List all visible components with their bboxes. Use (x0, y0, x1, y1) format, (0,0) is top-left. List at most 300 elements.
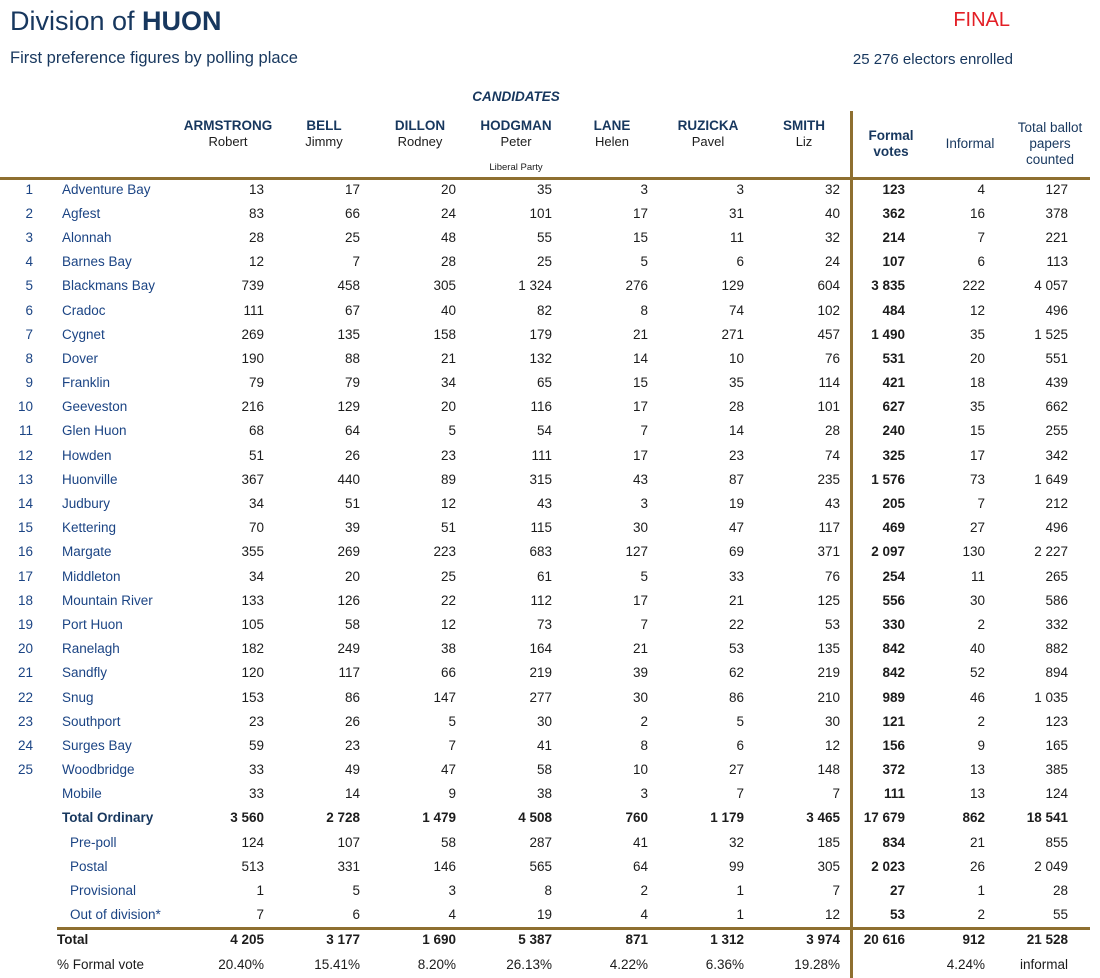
vote-count: 67 (344, 302, 360, 318)
vote-count: 41 (632, 834, 648, 850)
informal-votes: 26 (969, 858, 985, 874)
vote-count: 5 (448, 423, 456, 439)
vote-count: 117 (818, 520, 840, 536)
table-row (0, 758, 1090, 782)
vote-count: 22 (440, 592, 456, 608)
vote-count: 30 (632, 689, 648, 705)
table-row (0, 685, 1090, 709)
row-number (0, 830, 45, 854)
vote-count: 269 (241, 326, 264, 342)
informal-votes: 15 (969, 423, 985, 439)
table-row (0, 395, 1090, 419)
vote-count: 1 324 (518, 278, 552, 294)
vote-count: 2 (640, 713, 648, 729)
polling-place: Sandfly (62, 665, 108, 681)
table-row (0, 443, 1090, 467)
vote-count: 3 974 (806, 932, 840, 948)
informal-votes: 13 (969, 762, 985, 778)
total-ballots: 255 (1045, 423, 1068, 439)
summary-column-header: Informal (945, 135, 995, 151)
total-ballots: 855 (1045, 834, 1068, 850)
vote-count: 83 (248, 205, 264, 221)
row-number: 17 (17, 568, 33, 584)
table-row (0, 612, 1090, 636)
vote-count: 8 (544, 883, 552, 899)
vote-count: 89 (440, 471, 456, 487)
informal-votes: 9 (977, 737, 985, 753)
row-number (0, 903, 45, 927)
vote-count: 61 (536, 568, 552, 584)
total-ballots: 496 (1045, 302, 1068, 318)
vote-count: 30 (824, 713, 840, 729)
formal-votes: 362 (882, 205, 905, 221)
vote-count: 2 (640, 883, 648, 899)
informal-votes: 12 (969, 302, 985, 318)
total-ballots: 113 (1046, 254, 1068, 270)
vote-count: 5 (448, 713, 456, 729)
vote-count: 5 387 (518, 932, 552, 948)
row-number: 15 (17, 520, 33, 536)
polling-place: Port Huon (62, 616, 123, 632)
summary-column-header: Total ballot papers counted (1017, 119, 1083, 167)
vote-count: 26.13% (506, 957, 552, 973)
header-rule-line (0, 177, 1090, 180)
table-row (0, 637, 1090, 661)
vote-count: 1 (736, 883, 744, 899)
vote-count: 210 (817, 689, 840, 705)
vote-count: 58 (440, 834, 456, 850)
vote-count: 17 (632, 447, 648, 463)
row-number (0, 878, 45, 902)
vote-count: 20 (344, 568, 360, 584)
row-number: 7 (25, 326, 33, 342)
total-ballots: 1 035 (1034, 689, 1068, 705)
vote-count: 4 (640, 907, 648, 923)
polling-place: Woodbridge (62, 762, 135, 778)
polling-place: Dover (62, 350, 99, 366)
vote-count: 112 (530, 592, 552, 608)
informal-votes: 7 (977, 229, 985, 245)
vote-count: 65 (536, 375, 552, 391)
vote-count: 1 (736, 907, 744, 923)
row-number: 22 (17, 689, 33, 705)
polling-place: Middleton (62, 568, 121, 584)
vote-count: 76 (824, 568, 840, 584)
formal-votes: 325 (882, 447, 905, 463)
vote-count: 8 (640, 302, 648, 318)
vote-count: 66 (344, 205, 360, 221)
vote-count: 10 (728, 350, 744, 366)
vote-count: 2 728 (326, 810, 360, 826)
vote-count: 25 (536, 254, 552, 270)
table-row (0, 927, 1090, 953)
vote-count: 15 (632, 375, 648, 391)
informal-votes: 17 (969, 447, 985, 463)
vote-count: 565 (529, 858, 552, 874)
formal-votes: 111 (883, 786, 905, 802)
formal-votes: 1 490 (871, 326, 905, 342)
vote-count: 3 (640, 181, 648, 197)
vote-count: 32 (728, 834, 744, 850)
vote-count: 68 (248, 423, 264, 439)
polling-place: Franklin (62, 375, 111, 391)
vote-count: 5 (640, 254, 648, 270)
vote-count: 8.20% (417, 957, 456, 973)
candidate-column-header (756, 110, 852, 177)
formal-votes: 254 (882, 568, 905, 584)
vote-count: 107 (337, 834, 360, 850)
vote-count: 35 (536, 181, 552, 197)
vote-count: 249 (337, 641, 360, 657)
vote-count: 19 (536, 907, 552, 923)
vote-count: 132 (529, 350, 552, 366)
vote-count: 117 (338, 665, 360, 681)
vote-count: 24 (440, 205, 456, 221)
row-number: 10 (17, 399, 33, 415)
total-ballots: 882 (1045, 641, 1068, 657)
vote-count: 28 (440, 254, 456, 270)
vote-count: 47 (440, 762, 456, 778)
informal-votes: 7 (977, 496, 985, 512)
table-row (0, 953, 1090, 977)
total-ballots: 1 649 (1034, 471, 1068, 487)
candidate-column-header (468, 110, 564, 177)
table-row (0, 588, 1090, 612)
candidate-given-name: Helen (595, 134, 629, 149)
vote-count: 7 (640, 616, 648, 632)
vote-count: 15 (632, 229, 648, 245)
informal-votes: 20 (969, 350, 985, 366)
vote-count: 871 (625, 932, 648, 948)
formal-votes: 2 023 (871, 858, 905, 874)
informal-votes: 73 (969, 471, 985, 487)
vote-count: 28 (728, 399, 744, 415)
vote-count: 120 (241, 665, 264, 681)
table-row (0, 467, 1090, 491)
vote-count: 20 (440, 399, 456, 415)
row-number (0, 854, 45, 878)
vote-count: 47 (728, 520, 744, 536)
vote-count: 51 (248, 447, 264, 463)
corner-blank (0, 110, 180, 177)
vote-count: 28 (248, 229, 264, 245)
formal-votes: 484 (882, 302, 905, 318)
summary-divider-line (850, 111, 853, 978)
informal-votes: 912 (962, 932, 985, 948)
vote-count: 17 (632, 592, 648, 608)
polling-place: Barnes Bay (62, 254, 132, 270)
informal-votes: 35 (969, 326, 985, 342)
informal-votes: 21 (969, 834, 985, 850)
vote-count: 26 (344, 713, 360, 729)
candidate-given-name: Pavel (691, 134, 725, 149)
vote-count: 21 (728, 592, 744, 608)
vote-count: 153 (241, 689, 264, 705)
vote-count: 38 (440, 641, 456, 657)
candidate-given-name: Robert (208, 134, 248, 149)
table-row (0, 540, 1090, 564)
candidate-given-name: Jimmy (305, 134, 343, 149)
vote-count: 190 (241, 350, 264, 366)
vote-count: 51 (440, 520, 456, 536)
vote-count: 23 (344, 737, 360, 753)
informal-votes: 35 (969, 399, 985, 415)
vote-count: 216 (241, 399, 264, 415)
vote-count: 12 (248, 254, 264, 270)
row-number: 13 (17, 471, 33, 487)
row-number (0, 806, 45, 830)
vote-count: 31 (728, 205, 744, 221)
formal-votes: 214 (882, 229, 905, 245)
candidate-surname: BELL (306, 118, 342, 133)
vote-count: 86 (728, 689, 744, 705)
vote-count: 277 (529, 689, 552, 705)
polling-place: Cradoc (62, 302, 106, 318)
informal-votes: 4 (977, 181, 985, 197)
vote-count: 17 (632, 205, 648, 221)
vote-count: 14 (632, 350, 648, 366)
total-ballots: 21 528 (1026, 932, 1068, 948)
row-number: 12 (17, 447, 33, 463)
vote-count: 99 (728, 858, 744, 874)
vote-count: 59 (248, 737, 264, 753)
vote-count: 7 (832, 786, 840, 802)
vote-count: 3 177 (326, 932, 360, 948)
polling-place: Southport (62, 713, 121, 729)
vote-count: 683 (529, 544, 552, 560)
vote-count: 41 (536, 737, 552, 753)
vote-count: 3 (736, 181, 744, 197)
row-number: 5 (25, 278, 33, 294)
vote-count: 43 (632, 471, 648, 487)
vote-count: 315 (529, 471, 552, 487)
vote-count: 760 (625, 810, 648, 826)
row-number: 25 (17, 762, 33, 778)
formal-votes: 421 (882, 375, 905, 391)
informal-votes: 52 (969, 665, 985, 681)
vote-count: 116 (530, 399, 552, 415)
vote-count: 12 (824, 907, 840, 923)
vote-count: 8 (640, 737, 648, 753)
vote-count: 40 (440, 302, 456, 318)
vote-count: 12 (440, 616, 456, 632)
vote-count: 219 (529, 665, 552, 681)
vote-count: 40 (824, 205, 840, 221)
table-row (0, 564, 1090, 588)
row-number: 14 (17, 496, 33, 512)
row-number: 6 (25, 302, 33, 318)
vote-count: 4 205 (230, 932, 264, 948)
vote-count: 12 (440, 496, 456, 512)
formal-votes: 842 (882, 665, 905, 681)
polling-place: Ranelagh (62, 641, 120, 657)
total-ballots: 1 525 (1034, 326, 1068, 342)
vote-count: 25 (344, 229, 360, 245)
informal-votes: 4.24% (946, 957, 985, 973)
table-row (0, 177, 1090, 201)
vote-count: 54 (536, 423, 552, 439)
total-rule-line (57, 927, 1090, 930)
vote-count: 1 479 (422, 810, 456, 826)
informal-votes: 2 (977, 907, 985, 923)
vote-count: 20.40% (218, 957, 264, 973)
vote-count: 53 (824, 616, 840, 632)
vote-count: 148 (817, 762, 840, 778)
vote-count: 53 (728, 641, 744, 657)
total-ballots: 439 (1045, 375, 1068, 391)
row-label: % Formal vote (57, 957, 145, 973)
vote-count: 34 (248, 496, 264, 512)
page-title-prefix: Division of (10, 6, 143, 36)
vote-count: 11 (729, 229, 744, 245)
header-row (0, 110, 1090, 177)
total-ballots: 4 057 (1034, 278, 1068, 294)
polling-place: Blackmans Bay (62, 278, 156, 294)
informal-votes: 2 (977, 713, 985, 729)
vote-count: 5 (736, 713, 744, 729)
vote-count: 7 (448, 737, 456, 753)
vote-count: 440 (337, 471, 360, 487)
vote-count: 147 (433, 689, 456, 705)
vote-count: 34 (248, 568, 264, 584)
vote-count: 1 690 (422, 932, 456, 948)
vote-count: 70 (248, 520, 264, 536)
total-ballots: 18 541 (1026, 810, 1068, 826)
table-row (0, 322, 1090, 346)
vote-count: 14 (344, 786, 360, 802)
vote-count: 126 (337, 592, 360, 608)
vote-count: 355 (241, 544, 264, 560)
vote-count: 30 (632, 520, 648, 536)
table-row (0, 225, 1090, 249)
table-row (0, 419, 1090, 443)
vote-count: 17 (632, 399, 648, 415)
polling-place: Howden (62, 447, 112, 463)
informal-votes: 862 (962, 810, 985, 826)
vote-count: 34 (440, 375, 456, 391)
vote-count: 3 560 (230, 810, 264, 826)
electors-enrolled: 25 276 electors enrolled (852, 51, 1013, 68)
candidate-party: Liberal Party (489, 162, 543, 173)
vote-count: 125 (817, 592, 840, 608)
candidate-column-header (276, 110, 372, 177)
candidate-given-name: Liz (795, 134, 813, 149)
total-ballots: 2 227 (1034, 544, 1068, 560)
candidate-column-header (564, 110, 660, 177)
vote-count: 19.28% (794, 957, 840, 973)
formal-votes: 205 (882, 496, 905, 512)
vote-count: 179 (529, 326, 552, 342)
vote-count: 739 (241, 278, 264, 294)
vote-count: 115 (530, 520, 552, 536)
informal-votes: 27 (969, 520, 985, 536)
total-ballots: 662 (1045, 399, 1068, 415)
row-label: Total (57, 932, 89, 948)
formal-votes: 989 (882, 689, 905, 705)
formal-votes: 27 (889, 883, 905, 899)
vote-count: 14 (728, 423, 744, 439)
formal-votes: 531 (882, 350, 905, 366)
vote-count: 7 (736, 786, 744, 802)
candidate-surname: HODGMAN (480, 118, 552, 133)
vote-count: 19 (728, 496, 744, 512)
total-ballots: 551 (1045, 350, 1068, 366)
vote-count: 6 (352, 907, 360, 923)
candidate-surname: DILLON (394, 118, 446, 133)
vote-count: 223 (433, 544, 456, 560)
vote-count: 74 (824, 447, 840, 463)
vote-count: 66 (440, 665, 456, 681)
row-number: 8 (25, 350, 33, 366)
vote-count: 58 (536, 762, 552, 778)
vote-count: 76 (824, 350, 840, 366)
vote-count: 43 (824, 496, 840, 512)
vote-count: 3 465 (806, 810, 840, 826)
vote-count: 101 (529, 205, 552, 221)
vote-count: 129 (721, 278, 744, 294)
candidate-surname: SMITH (783, 118, 825, 133)
formal-votes: 330 (882, 616, 905, 632)
vote-count: 88 (344, 350, 360, 366)
table-row (0, 903, 1090, 927)
division-name: HUON (142, 6, 222, 36)
vote-count: 135 (817, 641, 840, 657)
informal-votes: 30 (969, 592, 985, 608)
vote-count: 43 (536, 496, 552, 512)
vote-count: 32 (824, 181, 840, 197)
vote-count: 164 (529, 641, 552, 657)
formal-votes: 469 (882, 520, 905, 536)
row-number (0, 782, 45, 806)
row-number: 3 (25, 229, 33, 245)
total-ballots: 385 (1045, 762, 1068, 778)
vote-count: 7 (256, 907, 264, 923)
row-number: 18 (17, 592, 33, 608)
vote-count: 17 (344, 181, 360, 197)
vote-count: 23 (440, 447, 456, 463)
vote-count: 6 (736, 254, 744, 270)
table-row (0, 709, 1090, 733)
table-row (0, 346, 1090, 370)
vote-count: 105 (241, 616, 264, 632)
total-ballots: 55 (1052, 907, 1068, 923)
polling-place: Glen Huon (62, 423, 127, 439)
row-number: 11 (18, 423, 33, 439)
vote-count: 15.41% (314, 957, 360, 973)
informal-votes: 46 (969, 689, 985, 705)
vote-count: 146 (433, 858, 456, 874)
polling-place: Surges Bay (62, 737, 132, 753)
vote-count: 48 (440, 229, 456, 245)
vote-count: 10 (632, 762, 648, 778)
formal-votes: 372 (882, 762, 905, 778)
candidate-surname: RUZICKA (677, 118, 739, 133)
total-ballots: 2 049 (1034, 858, 1068, 874)
candidate-column-header (372, 110, 468, 177)
total-ballots: 332 (1045, 616, 1068, 632)
candidate-given-name: Rodney (397, 134, 443, 149)
vote-count: 513 (241, 858, 264, 874)
vote-count: 124 (241, 834, 264, 850)
vote-count: 33 (248, 762, 264, 778)
polling-place: Snug (62, 689, 94, 705)
formal-votes: 627 (882, 399, 905, 415)
polling-place: Alonnah (62, 229, 112, 245)
polling-place: Postal (70, 858, 108, 874)
vote-count: 7 (640, 423, 648, 439)
candidate-given-name: Peter (500, 134, 532, 149)
polling-place: Adventure Bay (62, 181, 151, 197)
